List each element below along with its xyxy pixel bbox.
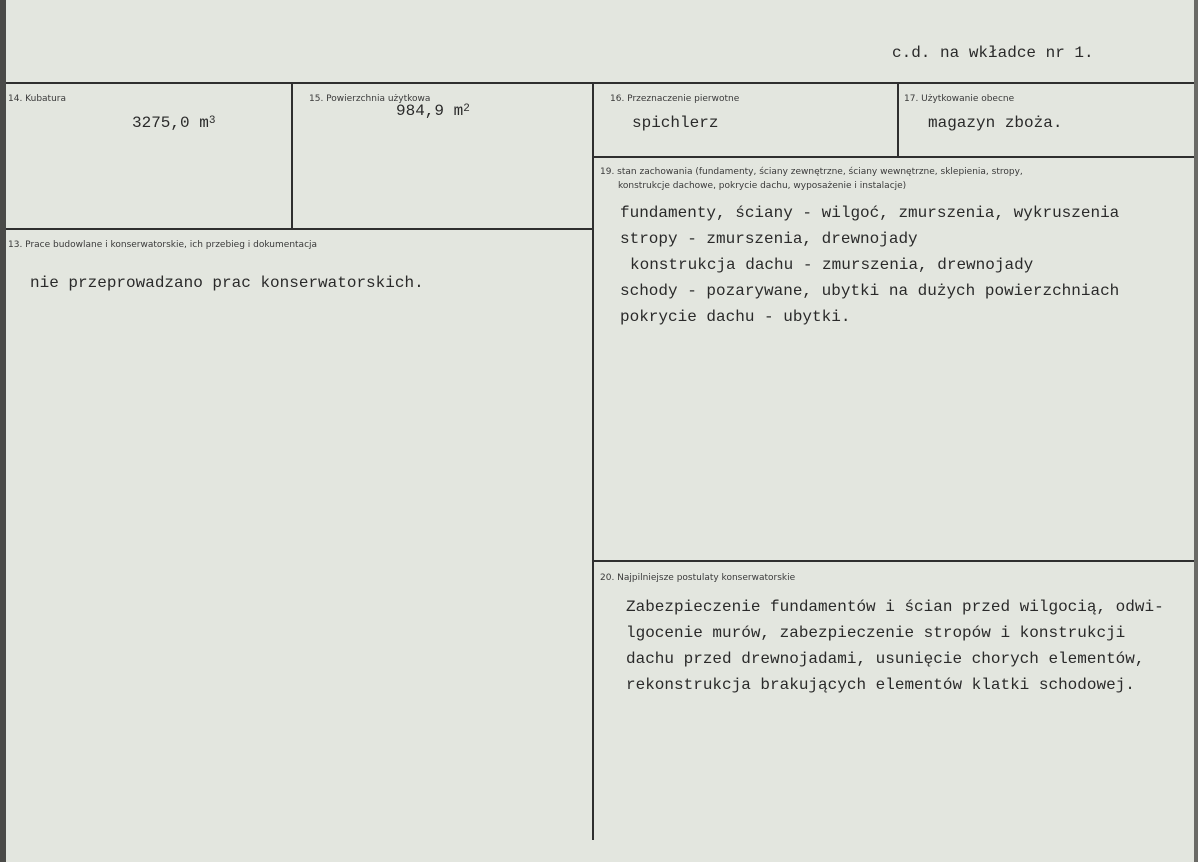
field-17-value: magazyn zboża. <box>928 114 1063 132</box>
field-17-label: 17. Użytkowanie obecne <box>904 94 1015 104</box>
rule-20-top <box>592 560 1194 562</box>
field-15-value: 984,9 $m^2$ <box>396 102 470 120</box>
field-19-line: pokrycie dachu - ubytki. <box>620 308 851 326</box>
field-19-line: schody - pozarywane, ubytki na dużych powierzchniach <box>620 282 1120 300</box>
field-16-label: 16. Przeznaczenie pierwotne <box>610 94 740 104</box>
field-13-label: 13. Prace budowlane i konserwatorskie, ich przebieg i dokumentacja <box>8 240 318 250</box>
field-13-value: nie przeprowadzano prac konserwatorskich. <box>30 274 424 292</box>
field-19-label-cont: konstrukcje dachowe, pokrycie dachu, wyposażenie i instalacje) <box>618 181 907 191</box>
rule-v-16-17 <box>897 82 899 158</box>
field-14-label: 14. Kubatura <box>8 94 67 104</box>
rule-19-top <box>592 156 1194 158</box>
rule-v-14-15 <box>291 82 293 230</box>
field-19-line: stropy - zmurszenia, drewnojady <box>620 230 918 248</box>
field-20-line: Zabezpieczenie fundamentów i ścian przed wilgocią, odwi- <box>626 598 1164 616</box>
field-20-text <box>626 594 1164 698</box>
rule-13-top <box>6 228 592 230</box>
field-19-label: 19. stan zachowania (fundamenty, ściany zewnętrzne, ściany wewnętrzne, sklepienia, stropy, <box>600 167 1023 177</box>
rule-top <box>6 82 1194 84</box>
field-16-value: spichlerz <box>632 114 719 132</box>
field-14-value: 3275,0 $m^3$ <box>132 114 216 132</box>
field-19-line: konstrukcja dachu - zmurszenia, drewnojady <box>630 256 1034 274</box>
field-20-line: lgocenie murów, zabezpieczenie stropów i konstrukcji <box>626 624 1126 642</box>
field-20-label: 20. Najpilniejsze postulaty konserwatorskie <box>600 573 796 583</box>
field-15-label: 15. Powierzchnia użytkowa <box>309 94 431 104</box>
rule-v-main <box>592 82 594 840</box>
field-19-text <box>620 200 1119 330</box>
field-20-line: rekonstrukcja brakujących elementów klatki schodowej. <box>626 676 1135 694</box>
field-20-line: dachu przed drewnojadami, usunięcie chorych elementów, <box>626 650 1145 668</box>
continuation-note: c.d. na wkładce nr 1. <box>892 44 1094 62</box>
field-19-line: fundamenty, ściany - wilgoć, zmurszenia, wykruszenia <box>620 204 1120 222</box>
